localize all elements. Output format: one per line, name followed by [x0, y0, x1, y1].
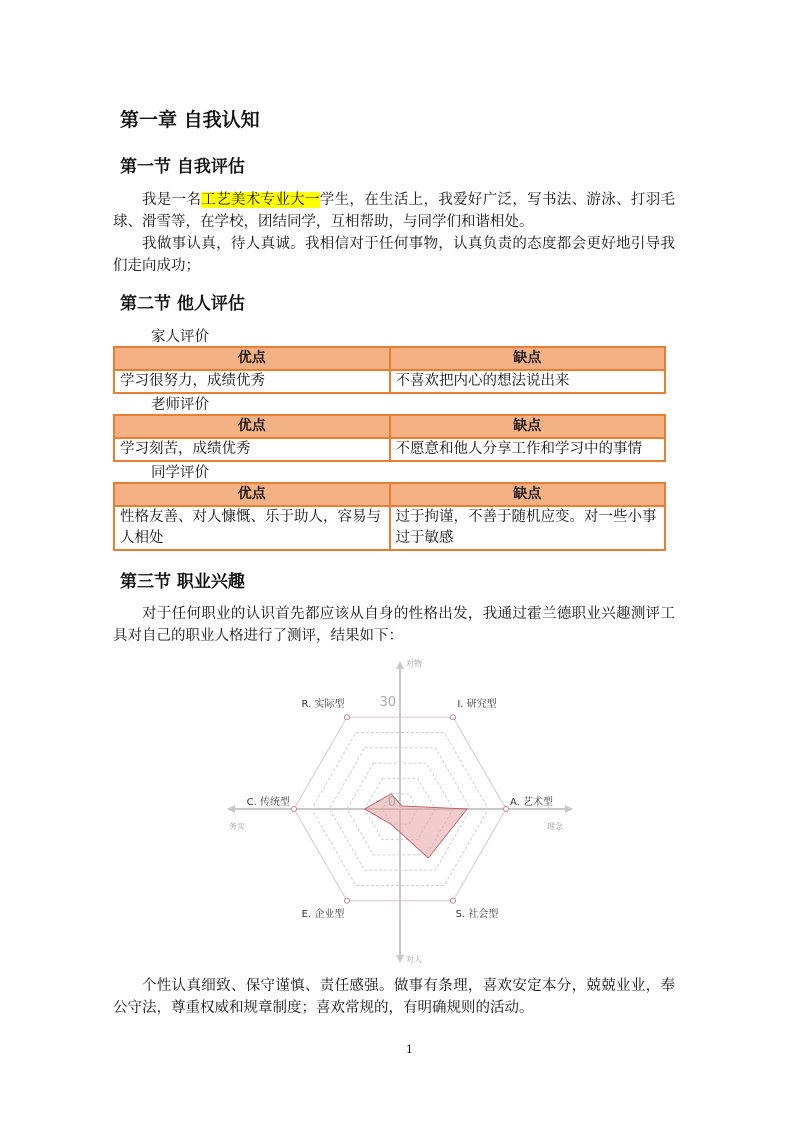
- table-label-classmate: 同学评价: [151, 465, 209, 481]
- arrow-right-icon: [565, 805, 573, 813]
- axis-label: R. 实际型: [301, 699, 345, 711]
- arrow-down-icon: [396, 955, 404, 963]
- quadrant-label-top: 对物: [406, 659, 422, 668]
- page-number: 1: [406, 1043, 413, 1056]
- quadrant-label-right: 理念: [547, 822, 563, 831]
- tick-label: 0: [387, 795, 396, 810]
- vertex-marker: [451, 715, 456, 720]
- header-cons: 缺点: [390, 483, 666, 506]
- header-cons: 缺点: [390, 347, 666, 370]
- header-cons: 缺点: [390, 415, 666, 438]
- cell-cons: 不喜欢把内心的想法说出来: [390, 370, 666, 393]
- cell-pros: 学习很努力，成绩优秀: [114, 370, 390, 393]
- section-2-title: 第二节 他人评估: [120, 294, 245, 314]
- quadrant-label-bottom: 对人: [406, 955, 422, 964]
- table-label-teacher: 老师评价: [151, 397, 209, 413]
- s1-paragraph-2: 我做事认真，待人真诚。我相信对于任何事物，认真负责的态度都会更好地引导我们走向成功；: [113, 236, 675, 274]
- cell-cons: 过于拘谨，不善于随机应变。对一些小事过于敏感: [390, 506, 666, 550]
- s3-paragraph-2: 个性认真细致、保守谨慎、责任感强。做事有条理，喜欢安定本分，兢兢业业，奉公守法，尊重权威和规章制度；喜欢常规的，有明确规则的活动。: [113, 978, 675, 1016]
- s3-paragraph-1: 对于任何职业的认识首先都应该从自身的性格出发，我通过霍兰德职业兴趣测评工具对自己的职业人格进行了测评，结果如下：: [113, 606, 675, 644]
- cell-pros: 性格友善、对人慷慨、乐于助人，容易与人相处: [114, 506, 390, 550]
- table-label-family: 家人评价: [151, 329, 209, 345]
- axis-label: I. 研究型: [457, 699, 497, 711]
- chapter-title: 第一章 自我认知: [120, 109, 260, 131]
- data-polygon: [365, 794, 467, 858]
- vertex-marker: [292, 807, 297, 812]
- tick-label: 30: [379, 695, 396, 710]
- header-pros: 优点: [114, 415, 390, 438]
- arrow-up-icon: [396, 661, 404, 669]
- section-3-title: 第三节 职业兴趣: [120, 572, 245, 592]
- highlighted-text: 工艺美术专业大一: [201, 192, 320, 208]
- axis-label: S. 社会型: [455, 908, 499, 920]
- cell-pros: 学习刻苦，成绩优秀: [114, 438, 390, 461]
- cell-cons: 不愿意和他人分享工作和学习中的事情: [390, 438, 666, 461]
- vertex-marker: [504, 807, 509, 812]
- section-1-title: 第一节 自我评估: [120, 157, 245, 177]
- arrow-left-icon: [227, 805, 235, 813]
- vertex-marker: [345, 715, 350, 720]
- header-pros: 优点: [114, 483, 390, 506]
- axis-label: A. 艺术型: [510, 797, 554, 808]
- axis-label: C. 传统型: [246, 797, 290, 808]
- text: 我是一名: [142, 192, 202, 208]
- header-pros: 优点: [114, 347, 390, 370]
- text: 学生，在生活上，我爱好广泛，写书法、游泳、打羽毛球、滑雪等，在学校，团结同学，互相帮助，与同学们和谐相处。: [113, 192, 676, 230]
- vertex-marker: [345, 898, 350, 903]
- quadrant-label-left: 务实: [229, 822, 245, 831]
- axis-label: E. 企业型: [301, 908, 345, 920]
- vertex-marker: [451, 898, 456, 903]
